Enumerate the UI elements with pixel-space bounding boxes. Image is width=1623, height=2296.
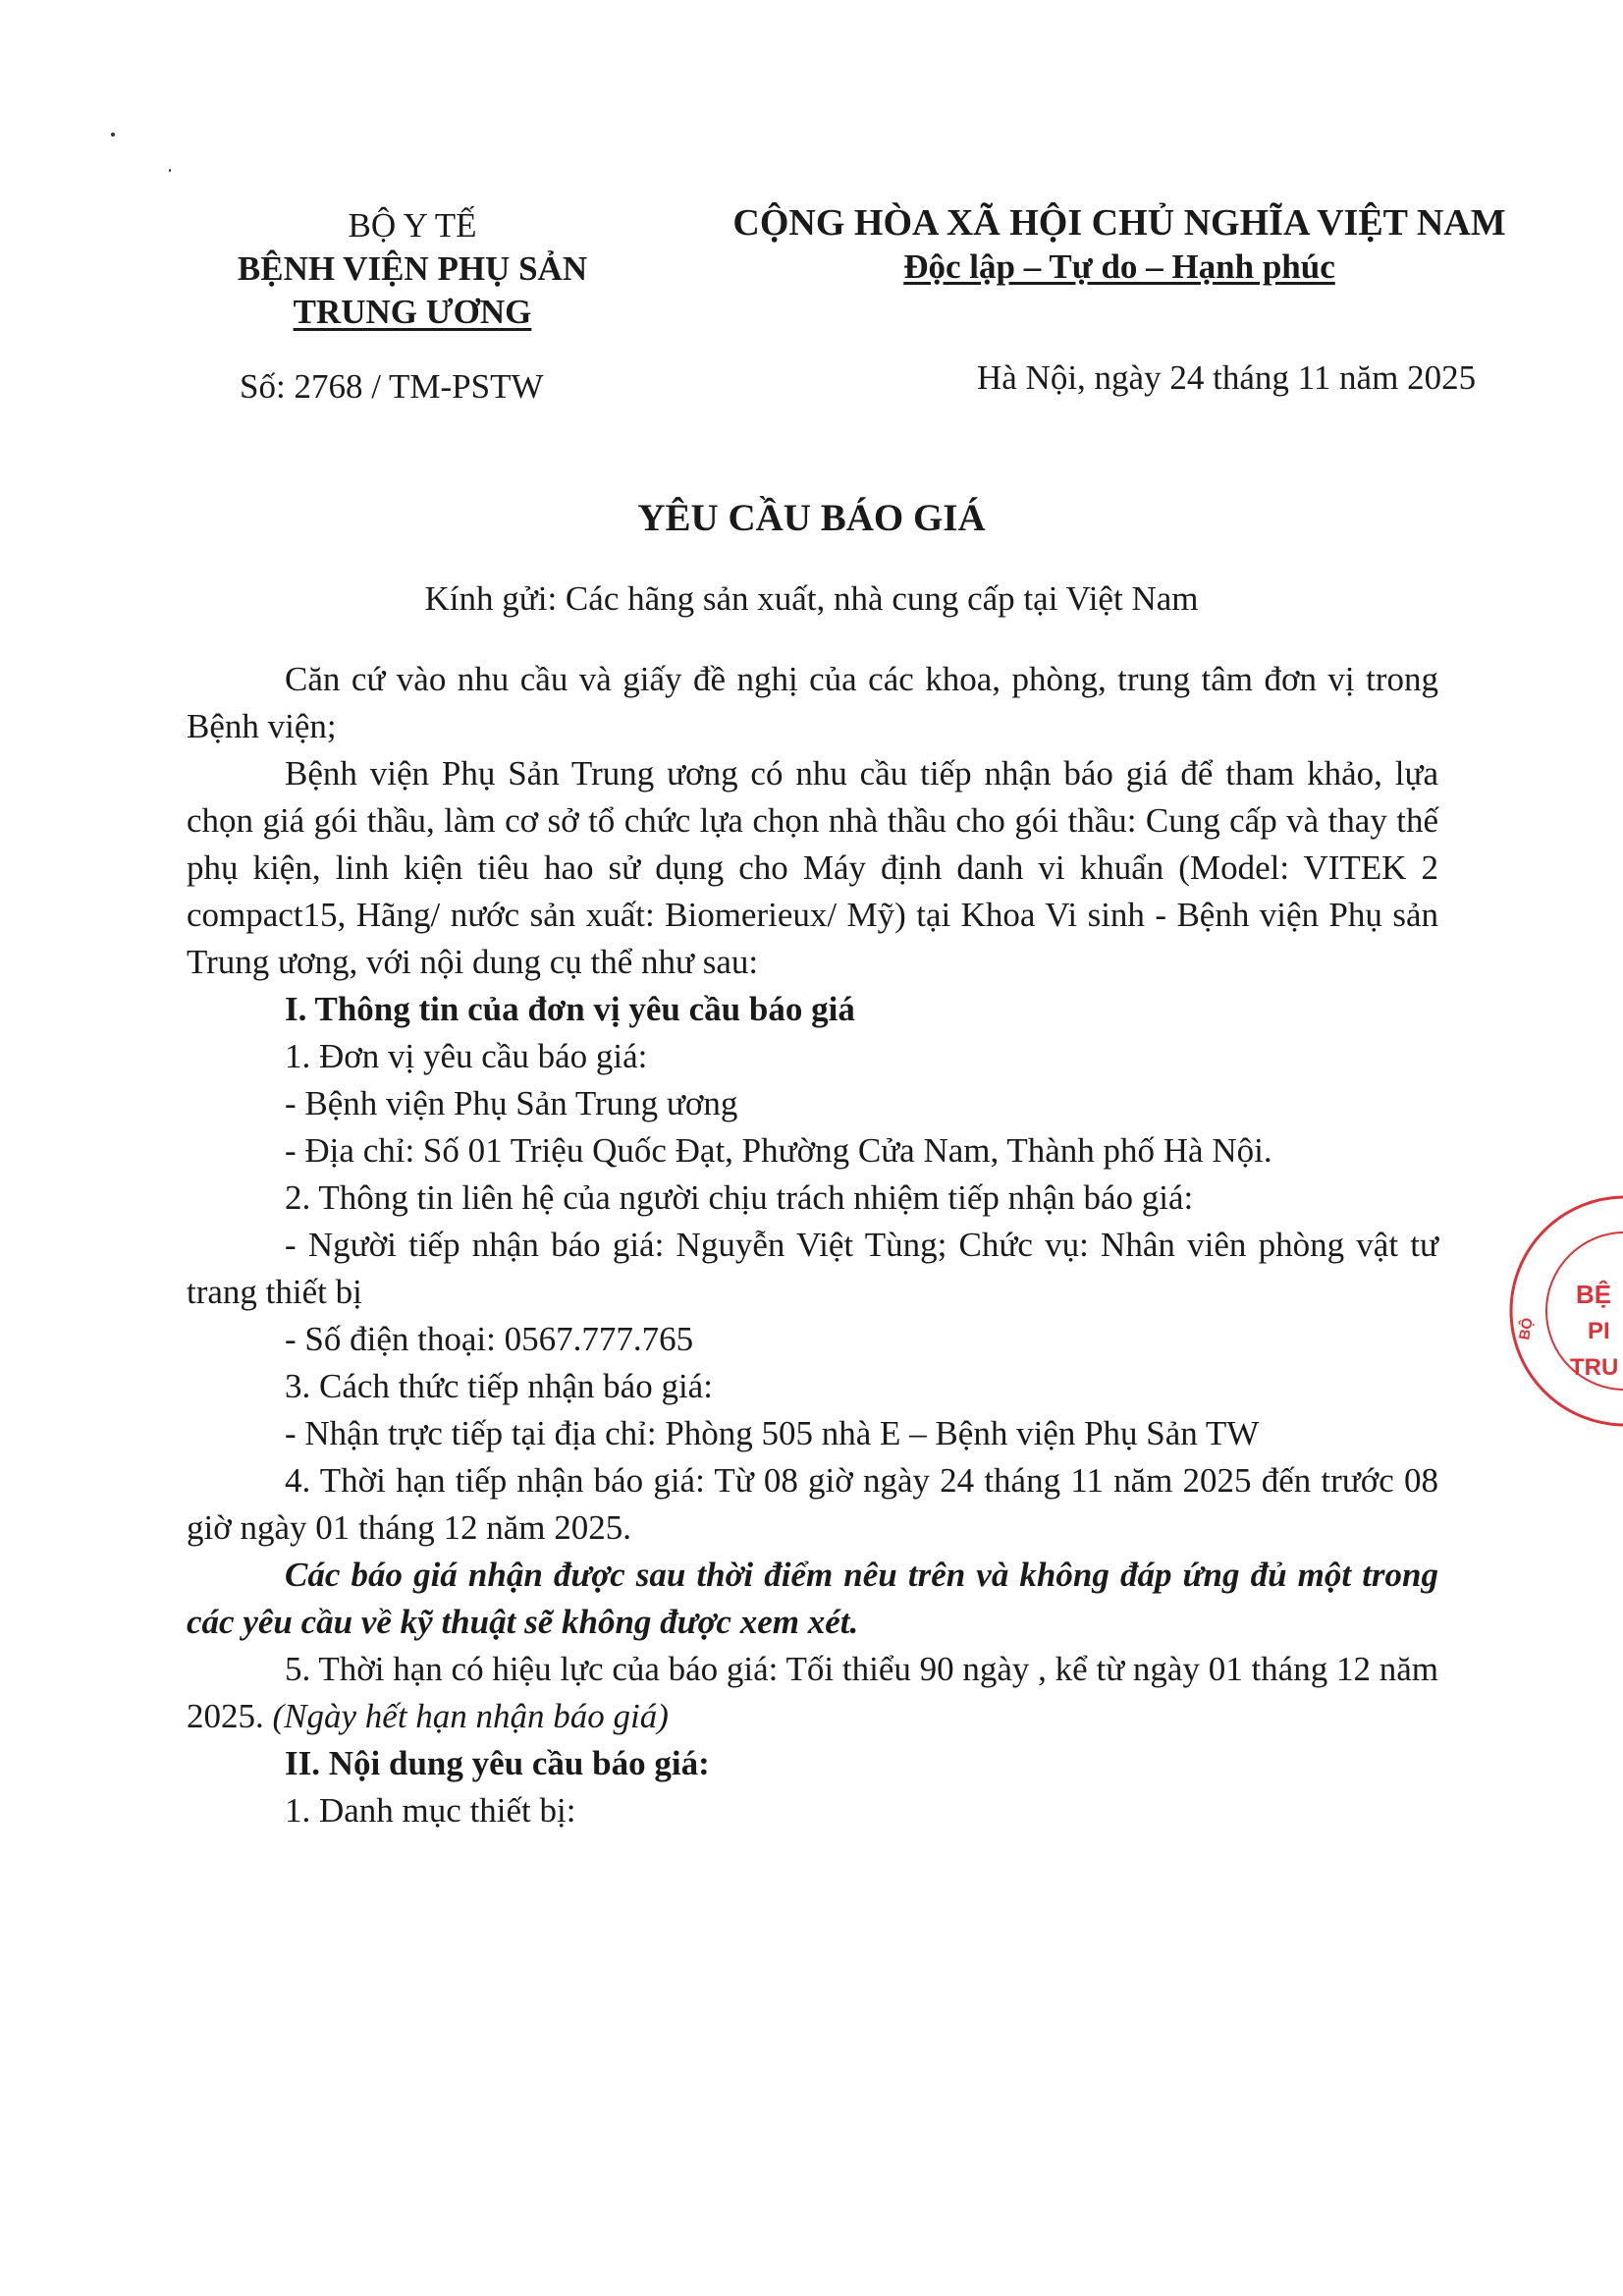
red-seal-stamp — [1507, 1193, 1623, 1429]
stamp-outer-ring — [1511, 1197, 1623, 1425]
item1-name: - Bệnh viện Phụ Sản Trung ương — [285, 1084, 738, 1122]
hospital-name-line2-text: TRUNG ƯƠNG — [293, 293, 532, 331]
item5-note: (Ngày hết hạn nhận báo giá) — [272, 1697, 669, 1735]
motto — [677, 247, 1561, 287]
hospital-name-line1: BỆNH VIỆN PHỤ SẢN — [237, 249, 588, 288]
document-body — [187, 656, 1438, 1834]
paragraph-request: Bệnh viện Phụ Sản Trung ương có nhu cầu tiếp nhận báo giá để tham khảo, lựa chọn giá gói thầu, làm cơ sở tổ chức lựa chọn nhà thầu cho gói thầu: Cung cấp và thay thế phụ kiện, linh kiện tiêu hao sử dụng cho Máy định danh vi khuẩn (Model: VITEK 2 compact15, Hãng/ nước sản xuất: Biomerieux/ Mỹ) tại Khoa Vi sinh - Bệnh viện Phụ sản Trung ương, với nội dung cụ thể như sau: — [187, 754, 1438, 981]
warning-note: Các báo giá nhận được sau thời điểm nêu trên và không đáp ứng đủ một trong các yêu cầu về kỹ thuật sẽ không được xem xét. — [187, 1556, 1438, 1641]
stamp-text-bottom: TRU — [1570, 1354, 1619, 1381]
item1: 1. Đơn vị yêu cầu báo giá: — [285, 1037, 648, 1075]
hospital-name-line2 — [216, 291, 609, 334]
stamp-text-side: BỘ — [1516, 1316, 1537, 1341]
section2-heading: II. Nội dung yêu cầu báo giá: — [285, 1744, 710, 1782]
scan-speck — [169, 169, 171, 172]
section1-heading: I. Thông tin của đơn vị yêu cầu báo giá — [285, 990, 855, 1028]
item5-main: 5. Thời hạn có hiệu lực của báo giá: Tối thiểu 90 ngày , kể từ ngày 01 tháng 12 năm 2025. — [187, 1650, 1438, 1735]
item3-detail: - Nhận trực tiếp tại địa chỉ: Phòng 505 nhà E – Bệnh viện Phụ Sản TW — [285, 1414, 1260, 1452]
item2-person: - Người tiếp nhận báo giá: Nguyễn Việt Tùng; Chức vụ: Nhân viên phòng vật tư trang thiết bị — [187, 1226, 1438, 1311]
motto-text: Độc lập – Tự do – Hạnh phúc — [903, 247, 1335, 286]
document-title: YÊU CẦU BÁO GIÁ — [637, 497, 986, 539]
paragraph-basis: Căn cứ vào nhu cầu và giấy đề nghị của các khoa, phòng, trung tâm đơn vị trong Bệnh viện; — [187, 660, 1438, 745]
section2-item1: 1. Danh mục thiết bị: — [285, 1791, 576, 1830]
place-and-date: Hà Nội, ngày 24 tháng 11 năm 2025 — [977, 358, 1477, 397]
recipient-line: Kính gửi: Các hãng sản xuất, nhà cung cấp tại Việt Nam — [424, 579, 1199, 618]
document-number: Số: 2768 / TM-PSTW — [240, 367, 544, 406]
country-name: CỘNG HÒA XÃ HỘI CHỦ NGHĨA VIỆT NAM — [732, 202, 1506, 244]
stamp-text-mid: PI — [1588, 1318, 1610, 1344]
scan-speck — [111, 133, 115, 137]
item1-address: - Địa chỉ: Số 01 Triệu Quốc Đạt, Phường Cửa Nam, Thành phố Hà Nội. — [285, 1131, 1272, 1170]
stamp-text-top: BỆ — [1576, 1280, 1612, 1309]
item3: 3. Cách thức tiếp nhận báo giá: — [285, 1367, 713, 1405]
item2: 2. Thông tin liên hệ của người chịu trách nhiệm tiếp nhận báo giá: — [285, 1178, 1194, 1217]
ministry-name: BỘ Y TẾ — [348, 206, 477, 245]
item5 — [187, 1646, 1438, 1740]
item4: 4. Thời hạn tiếp nhận báo giá: Từ 08 giờ ngày 24 tháng 11 năm 2025 đến trước 08 giờ ngày 01 tháng 12 năm 2025. — [187, 1461, 1438, 1547]
item2-phone: - Số điện thoại: 0567.777.765 — [285, 1320, 694, 1358]
